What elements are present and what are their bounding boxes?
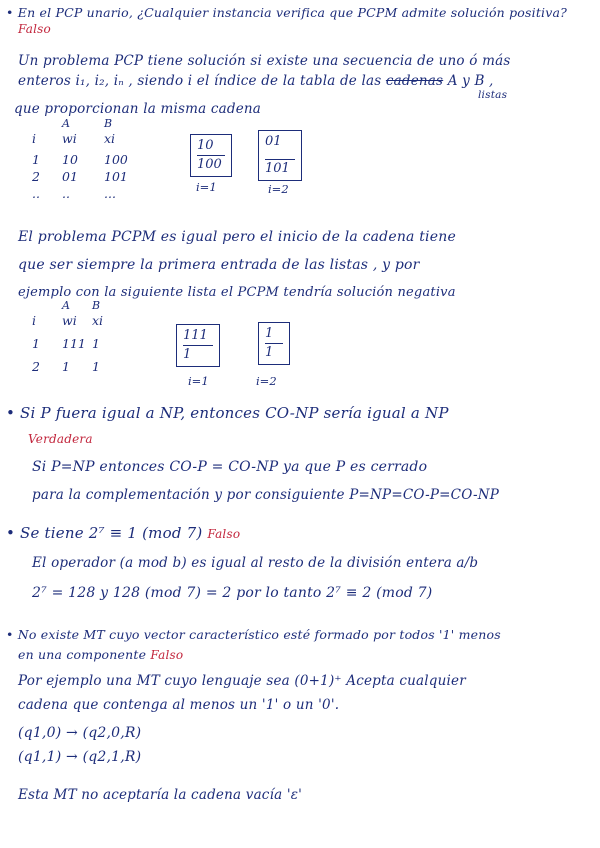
q1-line-2 xyxy=(18,72,494,90)
q1-line-3: que proporcionan la misma cadena xyxy=(14,101,262,117)
answer-2: Verdadera xyxy=(28,432,93,446)
domino-box-4 xyxy=(258,322,290,365)
q1-line-2-tail: A y B , xyxy=(447,73,494,89)
domino-box-2 xyxy=(258,130,302,181)
q1-line-2-text: enteros i₁, i₂, iₙ , siendo i el índice de la tabla de las xyxy=(18,73,382,89)
cell: .. xyxy=(62,186,70,201)
q2-line-2: para la complementación y por consiguiente P=NP=CO-P=CO-NP xyxy=(32,487,500,503)
cell: 111 xyxy=(62,336,86,351)
header-a: A xyxy=(62,117,70,130)
cell: 10 xyxy=(62,152,78,167)
cell: 100 xyxy=(104,152,128,167)
domino-bottom: 101 xyxy=(265,159,295,178)
q4-line-1: Por ejemplo una MT cuyo lenguaje sea (0+1)⁺ Acepta cualquier xyxy=(18,673,466,689)
header-b: B xyxy=(104,117,113,130)
struck-word: cadenas xyxy=(385,73,444,89)
q3-line-2: 2⁷ = 128 y 128 (mod 7) = 2 por lo tanto 2⁷ ≡ 2 (mod 7) xyxy=(32,585,433,601)
cell: 1 xyxy=(92,359,100,374)
domino-label-2: i=2 xyxy=(268,182,289,196)
cell: 1 xyxy=(62,359,70,374)
q4-transition-1: (q1,0) → (q2,0,R) xyxy=(18,725,142,741)
question-2: • Si P fuera igual a NP, entonces CO-NP sería igual a NP xyxy=(6,404,449,422)
answer-4: Falso xyxy=(150,648,184,662)
q4-transition-2: (q1,1) → (q2,1,R) xyxy=(18,749,142,765)
cell: 2 xyxy=(32,359,40,374)
domino-bottom: 1 xyxy=(183,345,213,364)
q4-conclusion: Esta MT no aceptaría la cadena vacía 'ε' xyxy=(18,787,303,803)
q1b-line-3: ejemplo con la siguiente lista el PCPM tendría solución negativa xyxy=(18,285,456,300)
question-3-text: • Se tiene 2⁷ ≡ 1 (mod 7) xyxy=(6,524,203,542)
cell: wi xyxy=(62,131,77,146)
cell: 2 xyxy=(32,169,40,184)
q4-line-2: cadena que contenga al menos un '1' o un '0'. xyxy=(18,697,340,713)
cell: .. xyxy=(32,186,40,201)
cell: 101 xyxy=(104,169,128,184)
question-4-text: en una componente xyxy=(18,647,147,662)
q1b-line-1: El problema PCPM es igual pero el inicio de la cadena tiene xyxy=(18,229,456,245)
question-1: • En el PCP unario, ¿Cualquier instancia verifica que PCPM admite solución positiva? xyxy=(6,5,568,20)
cell: 1 xyxy=(32,152,40,167)
q1b-line-2: que ser siempre la primera entrada de las listas , y por xyxy=(18,257,420,273)
q3-line-1: El operador (a mod b) es igual al resto de la división entera a/b xyxy=(32,555,479,571)
domino-bottom: 100 xyxy=(197,155,225,174)
question-4-cont xyxy=(18,646,183,664)
answer-3: Falso xyxy=(207,527,241,541)
cell: i xyxy=(32,131,36,146)
cell: wi xyxy=(62,313,77,328)
cell: 1 xyxy=(92,336,100,351)
inserted-word: listas xyxy=(478,89,508,101)
cell: ... xyxy=(104,186,116,201)
domino-label-3: i=1 xyxy=(188,374,209,388)
cell: xi xyxy=(104,131,116,146)
domino-box-1 xyxy=(190,134,232,177)
domino-top: 111 xyxy=(183,328,208,343)
domino-label-1: i=1 xyxy=(196,180,217,194)
domino-box-3 xyxy=(176,324,220,367)
cell: 1 xyxy=(32,336,40,351)
q1-line-1: Un problema PCP tiene solución si existe una secuencia de uno ó más xyxy=(18,53,511,69)
answer-1: Falso xyxy=(18,22,51,36)
question-3 xyxy=(6,524,240,543)
cell: xi xyxy=(92,313,104,328)
cell: i xyxy=(32,313,36,328)
domino-top: 01 xyxy=(265,134,282,149)
domino-bottom: 1 xyxy=(265,343,283,362)
cell: 01 xyxy=(62,169,78,184)
header-a: A xyxy=(62,299,70,312)
question-4: • No existe MT cuyo vector característico esté formado por todos '1' menos xyxy=(6,627,501,642)
q2-line-1: Si P=NP entonces CO-P = CO-NP ya que P es cerrado xyxy=(32,459,428,475)
domino-top: 1 xyxy=(265,326,274,341)
header-b: B xyxy=(92,299,101,312)
q1b-table xyxy=(32,300,122,375)
domino-top: 10 xyxy=(197,138,214,153)
domino-label-4: i=2 xyxy=(256,374,277,388)
q1-table xyxy=(32,118,146,202)
